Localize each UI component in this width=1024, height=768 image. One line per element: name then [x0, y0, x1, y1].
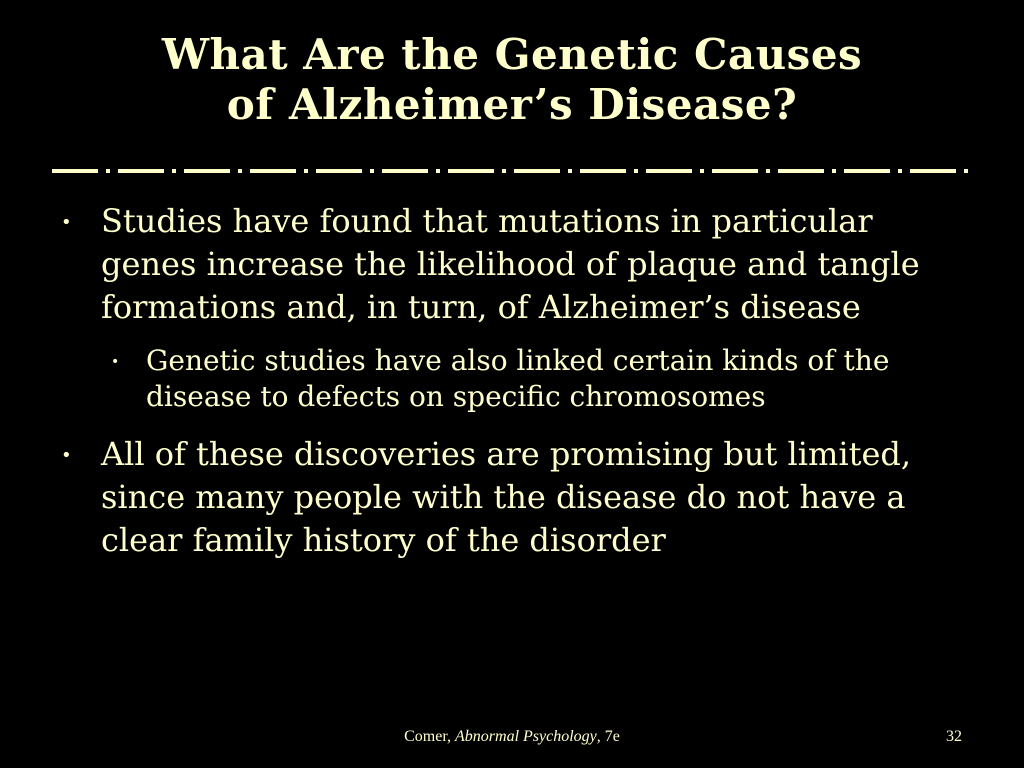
divider-dash: [118, 169, 164, 173]
divider-dot: [568, 169, 572, 173]
divider-dash: [580, 169, 626, 173]
bullet-text-2: All of these discoveries are promising but limited, since many people with the disease do not have a clear family history of the disorder: [101, 435, 912, 559]
sub-bullet-item-1: [101, 343, 976, 415]
divider-dash: [316, 169, 362, 173]
divider-dash: [844, 169, 890, 173]
bullet-item-2: [56, 433, 976, 562]
sub-bullet-text-1: Genetic studies have also linked certain kinds of the disease to defects on specific chromosomes: [146, 344, 890, 413]
divider-dot: [502, 169, 506, 173]
bullet-item-1: [56, 200, 976, 329]
divider-dash: [448, 169, 494, 173]
slide-title-line-2: of Alzheimer’s Disease?: [226, 80, 798, 129]
divider-dot: [964, 169, 968, 173]
slide-number: 32: [946, 728, 962, 745]
slide-title: [40, 30, 984, 130]
divider-dot: [700, 169, 704, 173]
divider-dot: [106, 169, 110, 173]
divider-dash: [382, 169, 428, 173]
title-divider: [52, 166, 972, 176]
footer-edition: , 7e: [596, 728, 620, 745]
footer-author: Comer,: [404, 728, 456, 745]
divider-dash: [514, 169, 560, 173]
sub-bullet-icon: •: [111, 354, 120, 370]
divider-dot: [766, 169, 770, 173]
slide-title-line-1: What Are the Genetic Causes: [161, 30, 863, 79]
footer-citation: [0, 728, 1024, 746]
divider-dash: [184, 169, 230, 173]
bullet-icon: •: [61, 212, 72, 233]
divider-dot: [172, 169, 176, 173]
divider-dash: [712, 169, 758, 173]
divider-dot: [238, 169, 242, 173]
bullet-icon: •: [61, 445, 72, 466]
divider-dot: [634, 169, 638, 173]
footer-book-title: Abnormal Psychology: [455, 728, 597, 745]
slide-body: [56, 200, 976, 576]
divider-dash: [910, 169, 956, 173]
divider-dash: [778, 169, 824, 173]
divider-dot: [832, 169, 836, 173]
divider-dot: [898, 169, 902, 173]
divider-dash: [646, 169, 692, 173]
bullet-text-1: Studies have found that mutations in particular genes increase the likelihood of plaque and tangle formations and, in turn, of Alzheimer’s disease: [101, 202, 920, 326]
divider-dot: [436, 169, 440, 173]
divider-dash: [250, 169, 296, 173]
divider-dot: [370, 169, 374, 173]
divider-dot: [304, 169, 308, 173]
divider-dash: [52, 169, 98, 173]
